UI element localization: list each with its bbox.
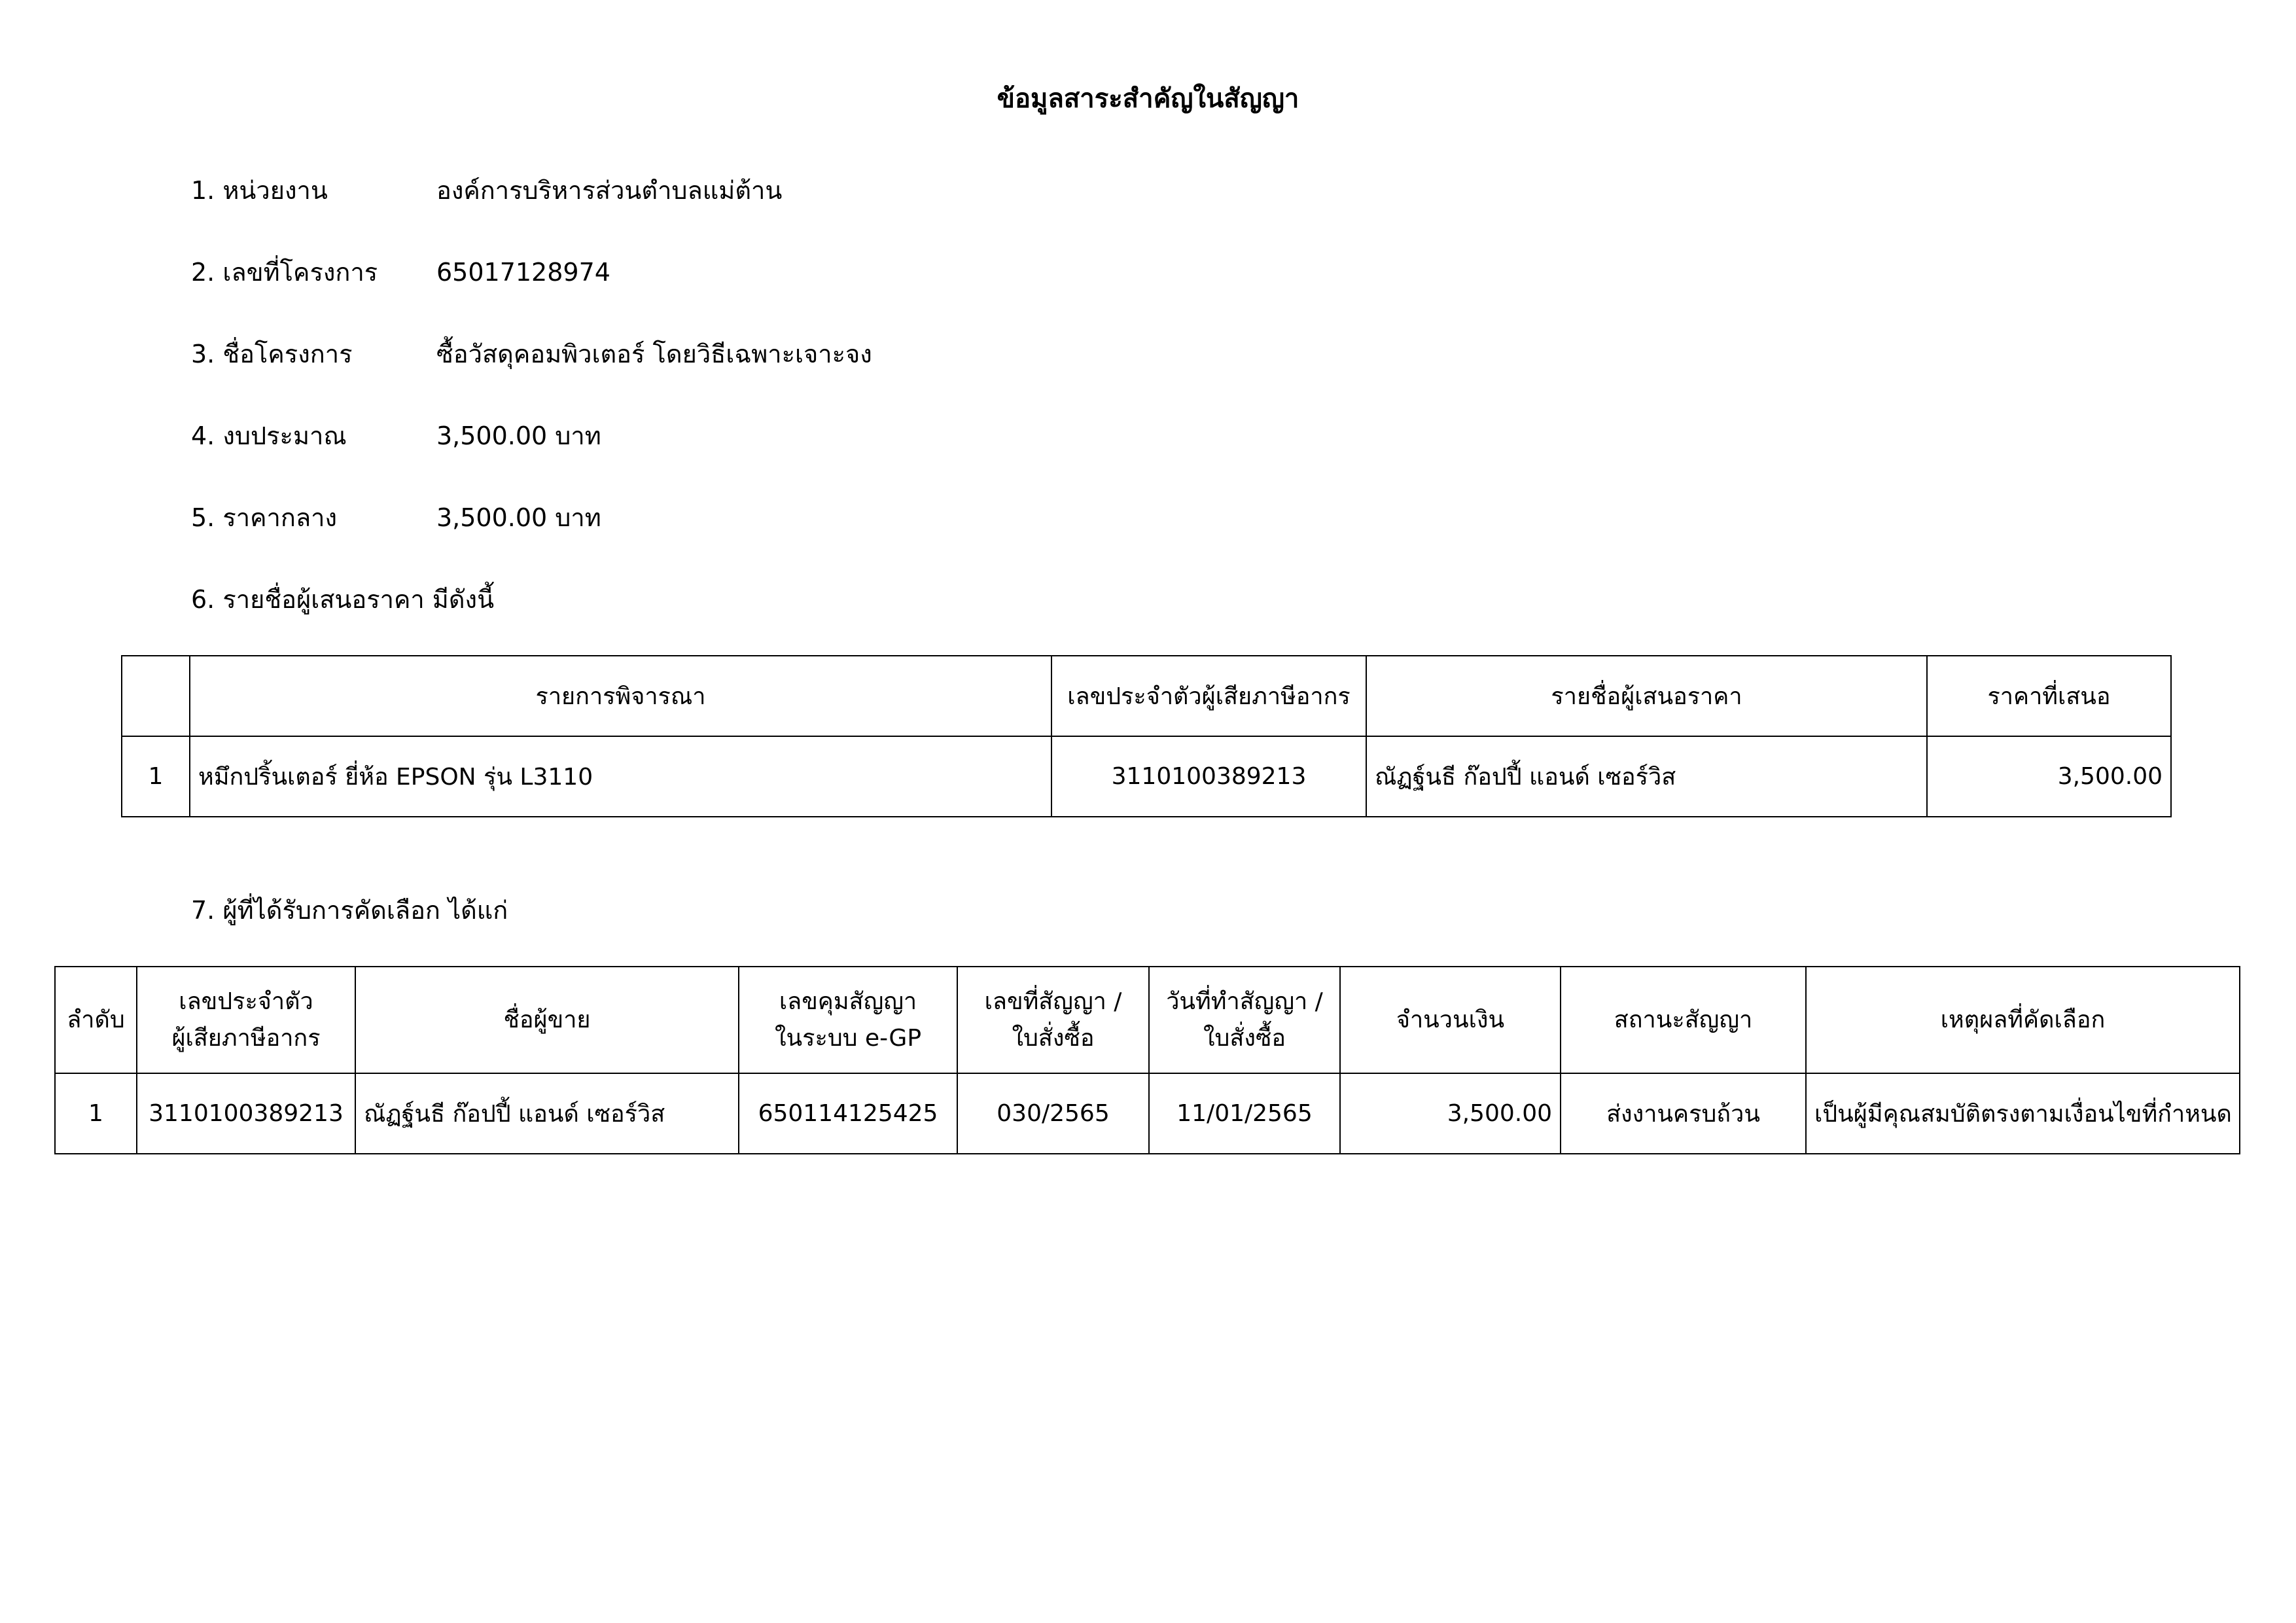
info-value-project-name: ซื้อวัสดุคอมพิวเตอร์ โดยวิธีเฉพาะเจาะจง: [436, 340, 872, 368]
selected-header-reason: เหตุผลที่คัดเลือก: [1806, 967, 2240, 1073]
info-value-budget: 3,500.00 บาท: [436, 421, 601, 450]
bidders-cell-tax-id: 3110100389213: [1051, 736, 1366, 817]
info-label-agency: 1. หน่วยงาน: [191, 176, 328, 205]
info-label-median-price: 5. ราคากลาง: [191, 503, 338, 532]
selected-header-contract-date-line1: วันที่ทำสัญญา /: [1166, 988, 1323, 1015]
bidders-cell-no: 1: [122, 736, 190, 817]
selected-header-contract-no-line1: เลขที่สัญญา /: [984, 988, 1122, 1015]
bidders-header-bidder: รายชื่อผู้เสนอราคา: [1366, 656, 1927, 736]
selected-header-status: สถานะสัญญา: [1561, 967, 1806, 1073]
bidders-cell-price: 3,500.00: [1927, 736, 2171, 817]
selected-cell-no: 1: [55, 1073, 137, 1154]
selected-header-egp-line1: เลขคุมสัญญา: [779, 988, 917, 1015]
selected-header-contract-date: [1149, 967, 1340, 1073]
bidders-header-item: รายการพิจารณา: [190, 656, 1051, 736]
bidders-header-price: ราคาที่เสนอ: [1927, 656, 2171, 736]
selected-header-contract-no-line2: ใบสั่งซื้อ: [1012, 1024, 1095, 1052]
document-title: ข้อมูลสาระสำคัญในสัญญา: [997, 84, 1299, 114]
bidders-table-header-row: [122, 656, 2171, 736]
bidders-header-no: [122, 656, 190, 736]
info-label-project-number: 2. เลขที่โครงการ: [191, 258, 378, 287]
bidders-table: [121, 655, 2172, 817]
table-row: [122, 736, 2171, 817]
selected-cell-seller: ณัฏฐ์นธี ก๊อปปี้ แอนด์ เซอร์วิส: [355, 1073, 739, 1154]
selected-header-amount: จำนวนเงิน: [1340, 967, 1561, 1073]
section-6-label: 6. รายชื่อผู้เสนอราคา มีดังนี้: [191, 585, 495, 614]
selected-vendor-table: [54, 966, 2240, 1154]
selected-cell-egp: 650114125425: [739, 1073, 957, 1154]
selected-header-contract-no: [957, 967, 1149, 1073]
selected-cell-tax-id: 3110100389213: [137, 1073, 355, 1154]
selected-header-tax-id: [137, 967, 355, 1073]
selected-header-tax-id-line2: ผู้เสียภาษีอากร: [171, 1024, 321, 1052]
selected-cell-amount: 3,500.00: [1340, 1073, 1561, 1154]
bidders-cell-item: หมึกปริ้นเตอร์ ยี่ห้อ EPSON รุ่น L3110: [190, 736, 1051, 817]
selected-header-tax-id-line1: เลขประจำตัว: [179, 988, 313, 1015]
selected-header-no: ลำดับ: [55, 967, 137, 1073]
selected-cell-contract-no: 030/2565: [957, 1073, 1149, 1154]
selected-cell-status: ส่งงานครบถ้วน: [1561, 1073, 1806, 1154]
selected-header-egp: [739, 967, 957, 1073]
selected-cell-reason: เป็นผู้มีคุณสมบัติตรงตามเงื่อนไขที่กำหนด: [1806, 1073, 2240, 1154]
selected-header-seller: ชื่อผู้ขาย: [355, 967, 739, 1073]
info-label-project-name: 3. ชื่อโครงการ: [191, 340, 353, 368]
selected-table-header-row: [55, 967, 2240, 1073]
bidders-cell-bidder: ณัฏฐ์นธี ก๊อปปี้ แอนด์ เซอร์วิส: [1366, 736, 1927, 817]
bidders-header-tax-id: เลขประจำตัวผู้เสียภาษีอากร: [1051, 656, 1366, 736]
info-label-budget: 4. งบประมาณ: [191, 421, 347, 450]
selected-cell-contract-date: 11/01/2565: [1149, 1073, 1340, 1154]
selected-header-egp-line2: ในระบบ e-GP: [774, 1024, 922, 1052]
info-value-agency: องค์การบริหารส่วนตำบลแม่ต้าน: [436, 176, 783, 205]
section-7-label: 7. ผู้ที่ได้รับการคัดเลือก ได้แก่: [191, 896, 508, 925]
info-value-project-number: 65017128974: [436, 258, 610, 287]
table-row: [55, 1073, 2240, 1154]
selected-header-contract-date-line2: ใบสั่งซื้อ: [1203, 1024, 1286, 1052]
info-value-median-price: 3,500.00 บาท: [436, 503, 601, 532]
